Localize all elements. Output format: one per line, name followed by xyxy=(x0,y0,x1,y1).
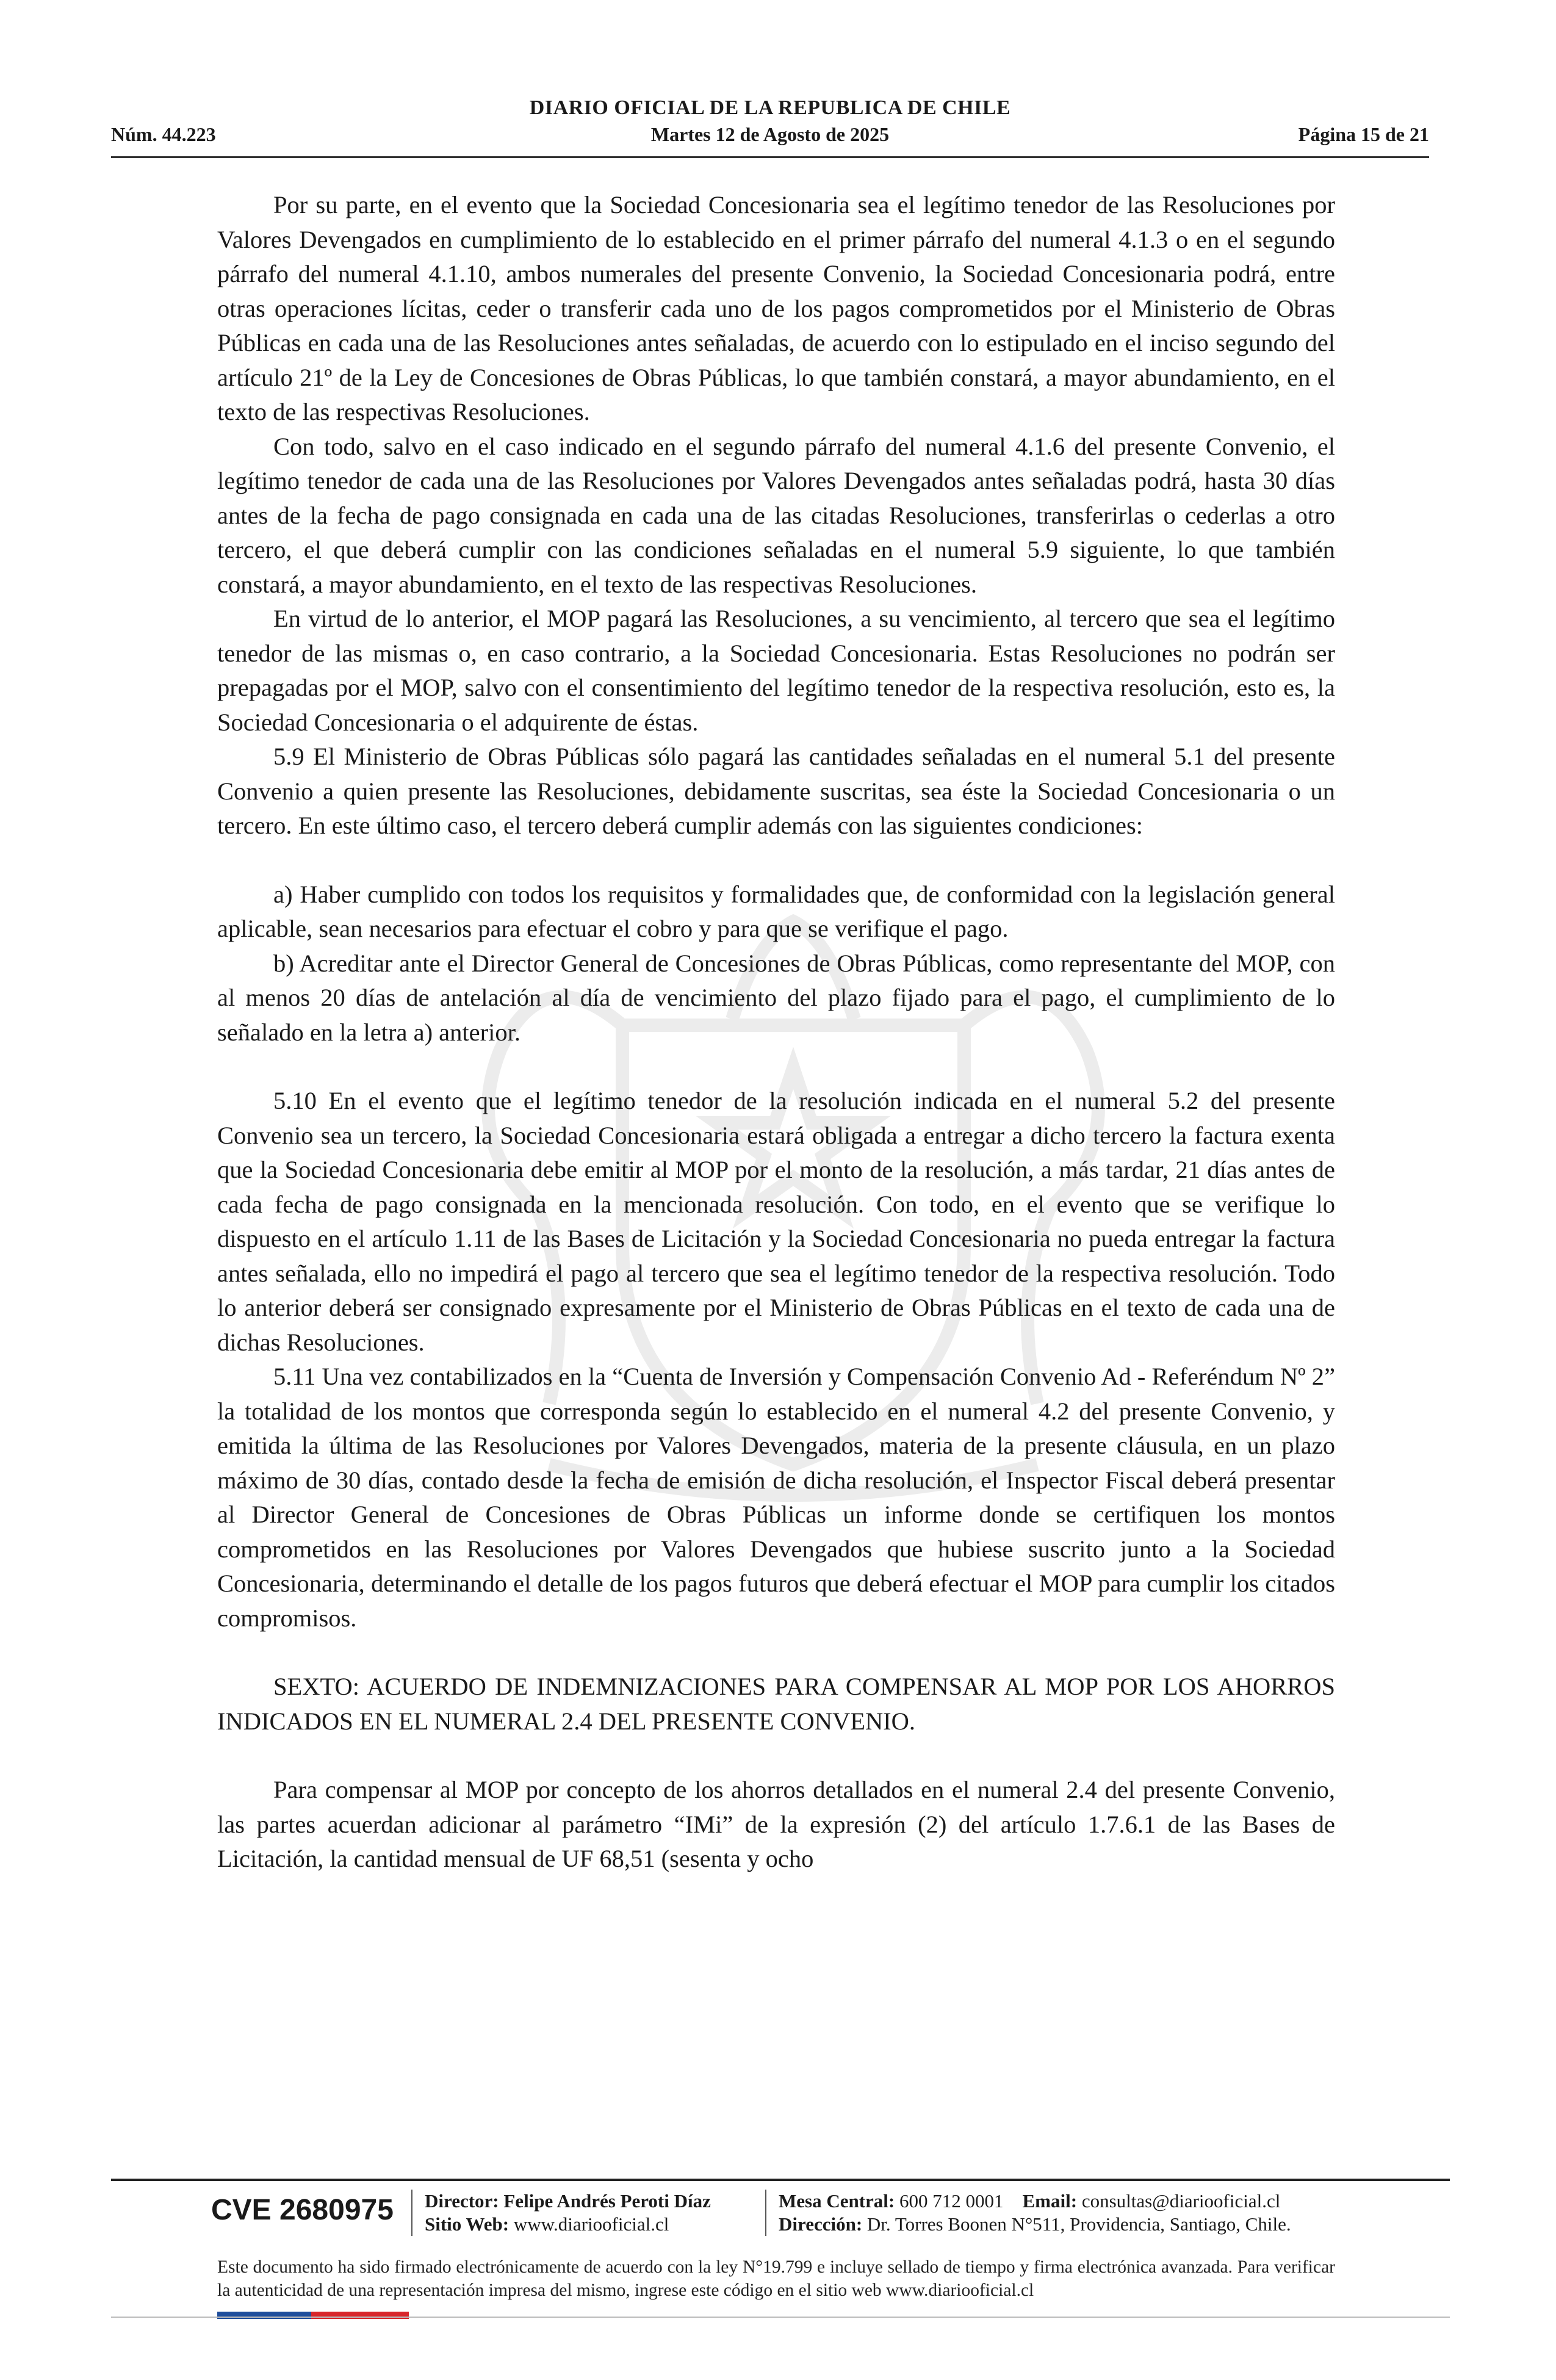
page-indicator: Página 15 de 21 xyxy=(1298,123,1429,145)
bottom-divider xyxy=(111,2317,1450,2318)
spacer xyxy=(217,1635,1335,1670)
footer-separator xyxy=(411,2190,412,2236)
document-body xyxy=(217,188,1335,1877)
web-label: Sitio Web: xyxy=(425,2213,510,2235)
paragraph: a) Haber cumplido con todos los requisitos y formalidades que, de conformidad con la legislación general aplicable, sean necesarios para efectuar el cobro y para que se verifique el pago. xyxy=(217,880,1335,942)
issue-number: Núm. 44.223 xyxy=(111,123,216,145)
spacer xyxy=(217,1739,1335,1773)
flag-red-segment xyxy=(311,2312,409,2319)
paragraph: 5.10 En el evento que el legítimo tenedor de la resolución indicada en el numeral 5.2 del presente Convenio sea un tercero, la Sociedad Concesionaria estará obligada a entregar a dicho tercero la factura exenta que la Sociedad Concesionaria debe emitir al MOP por el monto de la resolución, a más tardar, 21 días antes de cada fecha de pago consignada en la mencionada resolución. Con todo, en el evento que se verifique lo dispuesto en el artículo 1.11 de las Bases de Licitación y la Sociedad Concesionaria no pueda entregar la factura antes señalada, ello no impedirá el pago al tercero que sea el legítimo tenedor de la respectiva resolución. Todo lo anterior deberá ser consignado expresamente por el Ministerio de Obras Públicas en el texto de cada una de dichas Resoluciones. xyxy=(217,1087,1335,1356)
flag-blue-segment xyxy=(217,2312,311,2319)
cve-code: CVE 2680975 xyxy=(211,2194,394,2226)
section-heading: SEXTO: ACUERDO DE INDEMNIZACIONES PARA COMPENSAR AL MOP POR LOS AHORROS INDICADOS EN EL NUMERAL 2.4 DEL PRESENTE CONVENIO. xyxy=(217,1673,1335,1735)
paragraph: 5.11 Una vez contabilizados en la “Cuenta de Inversión y Compensación Convenio Ad - Referéndum Nº 2” la totalidad de los montos que corresponda según lo establecido en el numeral 4.2 del presente Convenio, y emitida la última de las Resoluciones por Valores Devengados, materia de la presente cláusula, en un plazo máximo de 30 días, contado desde la fecha de emisión de dicha resolución, el Inspector Fiscal deberá presentar al Director General de Concesiones de Obras Públicas un informe donde se certifiquen los montos comprometidos en las Resoluciones por Valores Devengados que hubiese suscrito junto a la Sociedad Concesionaria, determinando el detalle de los pagos futuros que deberá efectuar el MOP para cumplir los citados compromisos. xyxy=(217,1363,1335,1632)
footer-separator xyxy=(765,2190,766,2236)
spacer xyxy=(217,1050,1335,1084)
director-label: Director: xyxy=(425,2190,499,2212)
web-link[interactable]: www.diariooficial.cl xyxy=(513,2213,669,2235)
paragraph: En virtud de lo anterior, el MOP pagará las Resoluciones, a su vencimiento, al tercero que sea el legítimo tenedor de las mismas o, en caso contrario, a la Sociedad Concesionaria. Estas Resoluciones no podrán ser prepagadas por el MOP, salvo con el consentimiento del legítimo tenedor de la respectiva resolución, esto es, la Sociedad Concesionaria o el adquirente de éstas. xyxy=(217,605,1335,736)
page-header xyxy=(111,96,1429,155)
email-label: Email: xyxy=(1022,2190,1078,2212)
legal-notice: Este documento ha sido firmado electrónicamente de acuerdo con la ley N°19.799 e incluye sellado de tiempo y firma electrónica avanzada. Para verificar la autenticidad de una representación impresa del mismo, ingrese este código en el sitio web www.diariooficial.cl xyxy=(217,2257,1335,2300)
paragraph: b) Acreditar ante el Director General de Concesiones de Obras Públicas, como representante del MOP, con al menos 20 días de antelación al día de vencimiento del plazo fijado para el pago, el cumplimiento de lo señalado en la letra a) anterior. xyxy=(217,949,1335,1046)
header-divider xyxy=(111,156,1429,158)
paragraph: Con todo, salvo en el caso indicado en el segundo párrafo del numeral 4.1.6 del presente Convenio, el legítimo tenedor de cada una de las Resoluciones por Valores Devengados antes señaladas podrá, hasta 30 días antes de la fecha de pago consignada en cada una de las citadas Resoluciones, transferirlas o cederlas a otro tercero, el que deberá cumplir con las condiciones señaladas en el numeral 5.9 siguiente, lo que también constará, a mayor abundamiento, en el texto de las respectivas Resoluciones. xyxy=(217,432,1335,598)
issue-date: Martes 12 de Agosto de 2025 xyxy=(650,123,890,145)
footer-divider xyxy=(111,2179,1450,2181)
address-value: Dr. Torres Boonen N°511, Providencia, Santiago, Chile. xyxy=(866,2213,1291,2235)
mesa-phone: 600 712 0001 xyxy=(899,2190,1004,2212)
paragraph: 5.9 El Ministerio de Obras Públicas sólo pagará las cantidades señaladas en el numeral 5.1 del presente Convenio a quien presente las Resoluciones, debidamente suscritas, sea éste la Sociedad Concesionaria o un tercero. En este último caso, el tercero deberá cumplir además con las siguientes condiciones: xyxy=(217,743,1335,839)
publication-title: DIARIO OFICIAL DE LA REPUBLICA DE CHILE xyxy=(529,96,1011,119)
footer-director-block xyxy=(425,2190,711,2236)
paragraph: Para compensar al MOP por concepto de los ahorros detallados en el numeral 2.4 del presente Convenio, las partes acuerdan adicionar al parámetro “IMi” de la expresión (2) del artículo 1.7.6.1 de las Bases de Licitación, la cantidad mensual de UF 68,51 (sesenta y ocho xyxy=(217,1776,1335,1872)
email-link[interactable]: consultas@diariooficial.cl xyxy=(1081,2190,1281,2212)
footer-contact-block xyxy=(779,2190,1291,2236)
spacer xyxy=(217,843,1335,878)
director-name: Felipe Andrés Peroti Díaz xyxy=(503,2190,711,2212)
paragraph: Por su parte, en el evento que la Sociedad Concesionaria sea el legítimo tenedor de las Resoluciones por Valores Devengados en cumplimiento de lo establecido en el primer párrafo del numeral 4.1.3 o en el segundo párrafo del numeral 4.1.10, ambos numerales del presente Convenio, la Sociedad Concesionaria podrá, entre otras operaciones lícitas, ceder o transferir cada uno de los pagos comprometidos por el Ministerio de Obras Públicas en cada una de las Resoluciones antes señaladas, de acuerdo con lo estipulado en el inciso segundo del artículo 21º de la Ley de Concesiones de Obras Públicas, lo que también constará, a mayor abundamiento, en el texto de las respectivas Resoluciones. xyxy=(217,191,1335,425)
mesa-label: Mesa Central: xyxy=(779,2190,895,2212)
address-label: Dirección: xyxy=(779,2213,863,2235)
